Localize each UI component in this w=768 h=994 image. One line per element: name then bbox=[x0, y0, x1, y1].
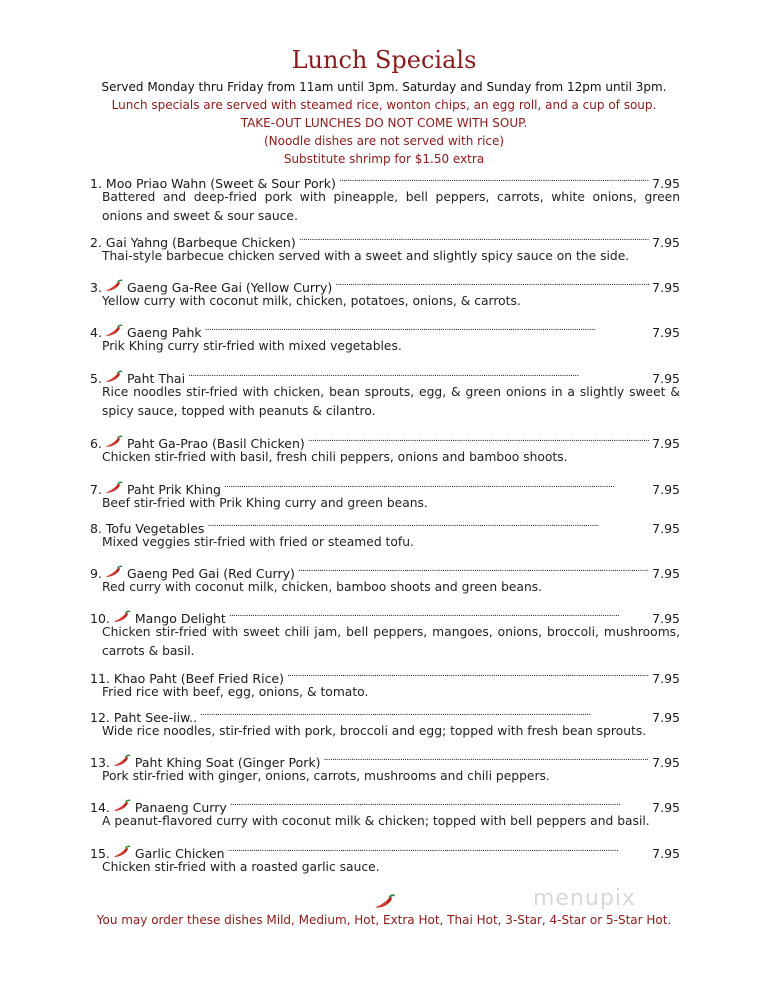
item-price: 7.95 bbox=[652, 325, 680, 340]
item-number: 5. bbox=[90, 371, 102, 386]
chili-pepper-icon bbox=[103, 278, 125, 294]
menu-item bbox=[90, 317, 680, 356]
page-title: Lunch Specials bbox=[291, 46, 477, 74]
item-name: Mango Delight bbox=[134, 611, 226, 626]
item-price: 7.95 bbox=[652, 566, 680, 581]
hours-line: Served Monday thru Friday from 11am until 3pm. Saturday and Sunday from 12pm until 3pm. bbox=[101, 80, 667, 94]
leader-dots bbox=[335, 272, 649, 292]
item-name: Khao Paht (Beef Fried Rice) bbox=[113, 671, 285, 686]
menu-item bbox=[90, 227, 680, 266]
item-number: 6. bbox=[90, 436, 102, 451]
item-number: 2. bbox=[90, 235, 102, 250]
menu-item bbox=[90, 474, 680, 513]
menu-item bbox=[90, 428, 680, 467]
item-header bbox=[90, 272, 680, 295]
item-name: Gaeng Ped Gai (Red Curry) bbox=[126, 566, 295, 581]
item-name: Garlic Chicken bbox=[134, 846, 225, 861]
leader-dots bbox=[230, 792, 649, 812]
item-description: Rice noodles stir-fried with chicken, bean sprouts, egg, & green onions in a slightly sweet & spicy sauce, topped with peanuts & cilantro. bbox=[102, 385, 680, 418]
chili-pepper-icon bbox=[103, 434, 125, 450]
noodle-note-line: (Noodle dishes are not served with rice) bbox=[263, 134, 505, 148]
item-header bbox=[90, 227, 680, 250]
menu-item bbox=[90, 747, 680, 786]
item-description: Chicken stir-fried with sweet chili jam, bell peppers, mangoes, onions, broccoli, mushrooms, carrots & basil. bbox=[102, 625, 680, 658]
menu-item bbox=[90, 363, 680, 421]
item-name: Panaeng Curry bbox=[134, 800, 227, 815]
item-price: 7.95 bbox=[652, 235, 680, 250]
item-description: Mixed veggies stir-fried with fried or steamed tofu. bbox=[102, 535, 414, 549]
item-name: Gaeng Pahk bbox=[126, 325, 202, 340]
leader-dots bbox=[339, 168, 649, 188]
item-number: 11. bbox=[90, 671, 110, 686]
item-number: 4. bbox=[90, 325, 102, 340]
spice-level-note: You may order these dishes Mild, Medium, Hot, Extra Hot, Thai Hot, 3-Star, 4-Star or 5-Star Hot. bbox=[96, 913, 672, 927]
chili-pepper-icon bbox=[111, 844, 133, 860]
item-name: Paht Ga-Prao (Basil Chicken) bbox=[126, 436, 305, 451]
item-number: 13. bbox=[90, 755, 110, 770]
item-number: 7. bbox=[90, 482, 102, 497]
item-name: Paht Khing Soat (Ginger Pork) bbox=[134, 755, 321, 770]
menu-item bbox=[90, 702, 680, 741]
item-description: Beef stir-fried with Prik Khing curry and green beans. bbox=[102, 496, 428, 510]
item-price: 7.95 bbox=[652, 846, 680, 861]
item-number: 14. bbox=[90, 800, 110, 815]
item-name: Paht Thai bbox=[126, 371, 186, 386]
item-price: 7.95 bbox=[652, 521, 680, 536]
item-description: Thai-style barbecue chicken served with a sweet and slightly spicy sauce on the side. bbox=[102, 249, 630, 263]
menu-item bbox=[90, 838, 680, 877]
item-description: Yellow curry with coconut milk, chicken, potatoes, onions, & carrots. bbox=[102, 294, 521, 308]
item-description: Chicken stir-fried with basil, fresh chili peppers, onions and bamboo shoots. bbox=[102, 450, 568, 464]
item-header bbox=[90, 513, 680, 536]
leader-dots bbox=[188, 363, 649, 383]
substitute-line: Substitute shrimp for $1.50 extra bbox=[283, 152, 485, 166]
item-description: Prik Khing curry stir-fried with mixed vegetables. bbox=[102, 339, 402, 353]
item-price: 7.95 bbox=[652, 280, 680, 295]
item-header bbox=[90, 474, 680, 497]
item-number: 15. bbox=[90, 846, 110, 861]
item-header bbox=[90, 702, 680, 725]
chili-pepper-icon bbox=[372, 892, 398, 912]
watermark: menupix bbox=[533, 886, 636, 911]
chili-pepper-icon bbox=[111, 798, 133, 814]
menu-item bbox=[90, 558, 680, 597]
menu-item bbox=[90, 603, 680, 661]
item-price: 7.95 bbox=[652, 611, 680, 626]
item-header bbox=[90, 838, 680, 861]
leader-dots bbox=[205, 317, 650, 337]
item-description: Chicken stir-fried with a roasted garlic sauce. bbox=[102, 860, 380, 874]
menu-item bbox=[90, 272, 680, 311]
leader-dots bbox=[298, 558, 649, 578]
leader-dots bbox=[299, 227, 649, 247]
menu-item bbox=[90, 663, 680, 702]
leader-dots bbox=[207, 513, 649, 533]
item-header bbox=[90, 558, 680, 581]
item-description: A peanut-flavored curry with coconut milk & chicken; topped with bell peppers and basil. bbox=[102, 814, 650, 828]
item-header bbox=[90, 168, 680, 191]
item-number: 1. bbox=[90, 176, 102, 191]
item-number: 10. bbox=[90, 611, 110, 626]
item-description: Pork stir-fried with ginger, onions, carrots, mushrooms and chili peppers. bbox=[102, 769, 550, 783]
item-header bbox=[90, 363, 680, 386]
item-price: 7.95 bbox=[652, 371, 680, 386]
leader-dots bbox=[308, 428, 649, 448]
item-description: Wide rice noodles, stir-fried with pork, broccoli and egg; topped with fresh bean sprouts. bbox=[102, 724, 647, 738]
item-description: Red curry with coconut milk, chicken, bamboo shoots and green beans. bbox=[102, 580, 543, 594]
leader-dots bbox=[200, 702, 649, 722]
item-name: Moo Priao Wahn (Sweet & Sour Pork) bbox=[105, 176, 336, 191]
item-price: 7.95 bbox=[652, 671, 680, 686]
item-header bbox=[90, 603, 680, 626]
item-header bbox=[90, 792, 680, 815]
chili-pepper-icon bbox=[103, 369, 125, 385]
item-number: 9. bbox=[90, 566, 102, 581]
leader-dots bbox=[229, 603, 649, 623]
item-header bbox=[90, 317, 680, 340]
menu-item bbox=[90, 792, 680, 831]
item-header bbox=[90, 663, 680, 686]
chili-pepper-icon bbox=[103, 564, 125, 580]
item-name: Paht See-iiw.. bbox=[113, 710, 198, 725]
leader-dots bbox=[287, 663, 649, 683]
menu-item bbox=[90, 168, 680, 226]
chili-pepper-icon bbox=[111, 609, 133, 625]
item-name: Gai Yahng (Barbeque Chicken) bbox=[105, 235, 296, 250]
chili-pepper-icon bbox=[111, 753, 133, 769]
item-price: 7.95 bbox=[652, 436, 680, 451]
chili-pepper-icon bbox=[103, 480, 125, 496]
item-name: Gaeng Ga-Ree Gai (Yellow Curry) bbox=[126, 280, 333, 295]
leader-dots bbox=[324, 747, 650, 767]
item-price: 7.95 bbox=[652, 800, 680, 815]
item-number: 12. bbox=[90, 710, 110, 725]
item-price: 7.95 bbox=[652, 755, 680, 770]
takeout-line: TAKE-OUT LUNCHES DO NOT COME WITH SOUP. bbox=[240, 116, 528, 130]
item-name: Tofu Vegetables bbox=[105, 521, 205, 536]
item-description: Battered and deep-fried pork with pineapple, bell peppers, carrots, white onions, green onions and sweet & sour sauce. bbox=[102, 190, 680, 223]
item-name: Paht Prik Khing bbox=[126, 482, 221, 497]
item-header bbox=[90, 747, 680, 770]
chili-pepper-icon bbox=[103, 323, 125, 339]
leader-dots bbox=[228, 838, 650, 858]
item-number: 3. bbox=[90, 280, 102, 295]
includes-line: Lunch specials are served with steamed rice, wonton chips, an egg roll, and a cup of soup. bbox=[111, 98, 657, 112]
item-description: Fried rice with beef, egg, onions, & tomato. bbox=[102, 685, 369, 699]
menu-item bbox=[90, 513, 680, 552]
item-price: 7.95 bbox=[652, 176, 680, 191]
item-price: 7.95 bbox=[652, 710, 680, 725]
item-header bbox=[90, 428, 680, 451]
item-price: 7.95 bbox=[652, 482, 680, 497]
leader-dots bbox=[224, 474, 649, 494]
item-number: 8. bbox=[90, 521, 102, 536]
